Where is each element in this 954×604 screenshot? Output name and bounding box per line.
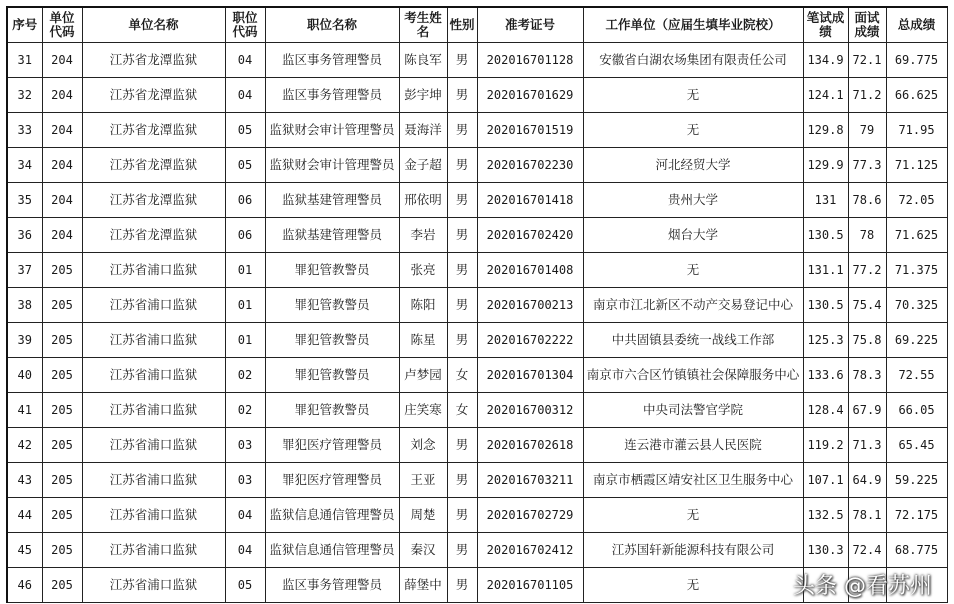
cell-total-score: 71.625 bbox=[886, 218, 947, 253]
cell-interview-score: 71.2 bbox=[848, 78, 886, 113]
cell-gender: 男 bbox=[447, 183, 477, 218]
cell-position-code: 06 bbox=[225, 218, 265, 253]
cell-unit-code: 205 bbox=[42, 428, 82, 463]
cell-gender: 男 bbox=[447, 498, 477, 533]
cell-candidate-name: 邢依明 bbox=[399, 183, 447, 218]
cell-candidate-name: 卢梦园 bbox=[399, 358, 447, 393]
cell-position-name: 监狱财会审计管理警员 bbox=[265, 148, 399, 183]
cell-candidate-name: 彭宇坤 bbox=[399, 78, 447, 113]
cell-position-code: 01 bbox=[225, 288, 265, 323]
cell-position-code: 04 bbox=[225, 43, 265, 78]
cell-unit-code: 204 bbox=[42, 148, 82, 183]
cell-workplace: 无 bbox=[583, 113, 803, 148]
table-row bbox=[7, 323, 947, 358]
cell-total-score: 71.125 bbox=[886, 148, 947, 183]
cell-interview-score: 71.3 bbox=[848, 428, 886, 463]
cell-position-code: 01 bbox=[225, 323, 265, 358]
cell-exam-id: 202016702230 bbox=[477, 148, 583, 183]
cell-written-score: 128.4 bbox=[803, 393, 848, 428]
cell-unit-name: 江苏省浦口监狱 bbox=[82, 323, 225, 358]
results-table bbox=[6, 6, 948, 603]
watermark: 头条 @看苏州 bbox=[793, 574, 932, 599]
cell-written-score: 131.1 bbox=[803, 253, 848, 288]
cell-workplace: 贵州大学 bbox=[583, 183, 803, 218]
cell-interview-score: 75.4 bbox=[848, 288, 886, 323]
cell-candidate-name: 秦汉 bbox=[399, 533, 447, 568]
cell-workplace: 无 bbox=[583, 253, 803, 288]
cell-workplace: 连云港市灌云县人民医院 bbox=[583, 428, 803, 463]
cell-position-name: 监狱基建管理警员 bbox=[265, 183, 399, 218]
cell-index: 34 bbox=[7, 148, 42, 183]
cell-exam-id: 202016702222 bbox=[477, 323, 583, 358]
cell-interview-score: 78 bbox=[848, 218, 886, 253]
cell-unit-name: 江苏省龙潭监狱 bbox=[82, 43, 225, 78]
cell-position-code: 05 bbox=[225, 568, 265, 603]
cell-position-code: 04 bbox=[225, 78, 265, 113]
cell-position-name: 罪犯管教警员 bbox=[265, 393, 399, 428]
table-row bbox=[7, 218, 947, 253]
cell-interview-score: 78.1 bbox=[848, 498, 886, 533]
cell-gender: 男 bbox=[447, 323, 477, 358]
cell-exam-id: 202016703211 bbox=[477, 463, 583, 498]
table-row bbox=[7, 183, 947, 218]
cell-written-score: 130.5 bbox=[803, 288, 848, 323]
cell-position-name: 罪犯管教警员 bbox=[265, 288, 399, 323]
cell-workplace: 江苏国轩新能源科技有限公司 bbox=[583, 533, 803, 568]
cell-unit-name: 江苏省龙潭监狱 bbox=[82, 148, 225, 183]
cell-position-code: 02 bbox=[225, 358, 265, 393]
cell-position-code: 04 bbox=[225, 498, 265, 533]
cell-candidate-name: 陈阳 bbox=[399, 288, 447, 323]
cell-position-name: 监狱基建管理警员 bbox=[265, 218, 399, 253]
cell-gender: 男 bbox=[447, 288, 477, 323]
cell-candidate-name: 张亮 bbox=[399, 253, 447, 288]
cell-exam-id: 202016700312 bbox=[477, 393, 583, 428]
table-row bbox=[7, 148, 947, 183]
cell-unit-name: 江苏省龙潭监狱 bbox=[82, 218, 225, 253]
cell-unit-code: 205 bbox=[42, 498, 82, 533]
header-cell-candidate-name: 考生姓名 bbox=[399, 7, 447, 43]
cell-interview-score: 64.9 bbox=[848, 463, 886, 498]
cell-written-score: 129.9 bbox=[803, 148, 848, 183]
cell-candidate-name: 王亚 bbox=[399, 463, 447, 498]
cell-position-code: 01 bbox=[225, 253, 265, 288]
cell-candidate-name: 陈良军 bbox=[399, 43, 447, 78]
cell-index: 38 bbox=[7, 288, 42, 323]
header-cell-exam-id: 准考证号 bbox=[477, 7, 583, 43]
cell-interview-score: 75.8 bbox=[848, 323, 886, 358]
cell-position-code: 03 bbox=[225, 463, 265, 498]
cell-unit-name: 江苏省浦口监狱 bbox=[82, 393, 225, 428]
cell-unit-name: 江苏省浦口监狱 bbox=[82, 288, 225, 323]
cell-total-score: 71.95 bbox=[886, 113, 947, 148]
cell-total-score: 72.55 bbox=[886, 358, 947, 393]
cell-position-name: 监狱信息通信管理警员 bbox=[265, 498, 399, 533]
cell-unit-name: 江苏省龙潭监狱 bbox=[82, 183, 225, 218]
cell-workplace: 无 bbox=[583, 498, 803, 533]
table-body bbox=[7, 43, 947, 603]
cell-exam-id: 202016701408 bbox=[477, 253, 583, 288]
cell-unit-code: 205 bbox=[42, 533, 82, 568]
cell-position-name: 监狱信息通信管理警员 bbox=[265, 533, 399, 568]
header-row bbox=[7, 7, 947, 43]
header-cell-position-name: 职位名称 bbox=[265, 7, 399, 43]
cell-gender: 女 bbox=[447, 358, 477, 393]
cell-position-name: 罪犯医疗管理警员 bbox=[265, 463, 399, 498]
cell-interview-score: 72.4 bbox=[848, 533, 886, 568]
cell-index: 33 bbox=[7, 113, 42, 148]
cell-interview-score: 72.1 bbox=[848, 43, 886, 78]
cell-total-score: 72.05 bbox=[886, 183, 947, 218]
table-row bbox=[7, 393, 947, 428]
cell-workplace: 无 bbox=[583, 568, 803, 603]
cell-index: 42 bbox=[7, 428, 42, 463]
cell-index: 46 bbox=[7, 568, 42, 603]
cell-interview-score: 77.2 bbox=[848, 253, 886, 288]
cell-index: 40 bbox=[7, 358, 42, 393]
cell-candidate-name: 庄笑寒 bbox=[399, 393, 447, 428]
header-cell-position-code: 职位代码 bbox=[225, 7, 265, 43]
cell-interview-score: 67.9 bbox=[848, 393, 886, 428]
cell-unit-name: 江苏省浦口监狱 bbox=[82, 253, 225, 288]
cell-exam-id: 202016702618 bbox=[477, 428, 583, 463]
cell-total-score: 69.225 bbox=[886, 323, 947, 358]
cell-position-name: 监区事务管理警员 bbox=[265, 78, 399, 113]
cell-written-score: 132.5 bbox=[803, 498, 848, 533]
cell-unit-code: 205 bbox=[42, 323, 82, 358]
cell-exam-id: 202016701418 bbox=[477, 183, 583, 218]
cell-unit-code: 204 bbox=[42, 78, 82, 113]
cell-workplace: 南京市六合区竹镇镇社会保障服务中心 bbox=[583, 358, 803, 393]
cell-unit-name: 江苏省浦口监狱 bbox=[82, 358, 225, 393]
cell-candidate-name: 李岩 bbox=[399, 218, 447, 253]
cell-exam-id: 202016701304 bbox=[477, 358, 583, 393]
cell-written-score: 130.5 bbox=[803, 218, 848, 253]
cell-total-score: 65.45 bbox=[886, 428, 947, 463]
cell-exam-id: 202016701105 bbox=[477, 568, 583, 603]
cell-unit-name: 江苏省浦口监狱 bbox=[82, 533, 225, 568]
cell-index: 39 bbox=[7, 323, 42, 358]
cell-written-score: 119.2 bbox=[803, 428, 848, 463]
cell-exam-id: 202016701128 bbox=[477, 43, 583, 78]
cell-candidate-name: 聂海洋 bbox=[399, 113, 447, 148]
cell-written-score: 107.1 bbox=[803, 463, 848, 498]
cell-exam-id: 202016700213 bbox=[477, 288, 583, 323]
cell-position-name: 罪犯管教警员 bbox=[265, 253, 399, 288]
cell-exam-id: 202016701519 bbox=[477, 113, 583, 148]
cell-position-name: 监狱财会审计管理警员 bbox=[265, 113, 399, 148]
cell-unit-name: 江苏省浦口监狱 bbox=[82, 463, 225, 498]
cell-gender: 男 bbox=[447, 533, 477, 568]
cell-unit-code: 205 bbox=[42, 568, 82, 603]
cell-interview-score: 79 bbox=[848, 113, 886, 148]
cell-index: 35 bbox=[7, 183, 42, 218]
cell-candidate-name: 周楚 bbox=[399, 498, 447, 533]
cell-workplace: 河北经贸大学 bbox=[583, 148, 803, 183]
cell-unit-name: 江苏省龙潭监狱 bbox=[82, 113, 225, 148]
cell-gender: 男 bbox=[447, 568, 477, 603]
cell-total-score: 71.375 bbox=[886, 253, 947, 288]
header-cell-written-score: 笔试成绩 bbox=[803, 7, 848, 43]
table-row bbox=[7, 428, 947, 463]
cell-unit-code: 204 bbox=[42, 113, 82, 148]
table-row bbox=[7, 498, 947, 533]
cell-unit-code: 204 bbox=[42, 183, 82, 218]
header-cell-unit-name: 单位名称 bbox=[82, 7, 225, 43]
cell-unit-code: 204 bbox=[42, 43, 82, 78]
cell-index: 43 bbox=[7, 463, 42, 498]
cell-workplace: 烟台大学 bbox=[583, 218, 803, 253]
cell-gender: 男 bbox=[447, 463, 477, 498]
cell-total-score: 66.05 bbox=[886, 393, 947, 428]
cell-interview-score: 78.3 bbox=[848, 358, 886, 393]
cell-gender: 男 bbox=[447, 113, 477, 148]
cell-unit-name: 江苏省浦口监狱 bbox=[82, 498, 225, 533]
cell-position-name: 罪犯医疗管理警员 bbox=[265, 428, 399, 463]
cell-index: 41 bbox=[7, 393, 42, 428]
cell-index: 32 bbox=[7, 78, 42, 113]
cell-exam-id: 202016702412 bbox=[477, 533, 583, 568]
cell-total-score: 70.325 bbox=[886, 288, 947, 323]
cell-index: 37 bbox=[7, 253, 42, 288]
header-cell-unit-code: 单位代码 bbox=[42, 7, 82, 43]
table-row bbox=[7, 113, 947, 148]
cell-gender: 男 bbox=[447, 253, 477, 288]
cell-unit-code: 205 bbox=[42, 393, 82, 428]
cell-workplace: 中共固镇县委统一战线工作部 bbox=[583, 323, 803, 358]
cell-position-name: 监区事务管理警员 bbox=[265, 568, 399, 603]
cell-position-code: 05 bbox=[225, 113, 265, 148]
table-row bbox=[7, 78, 947, 113]
cell-workplace: 无 bbox=[583, 78, 803, 113]
header-cell-interview-score: 面试成绩 bbox=[848, 7, 886, 43]
cell-interview-score: 78.6 bbox=[848, 183, 886, 218]
cell-workplace: 安徽省白湖农场集团有限责任公司 bbox=[583, 43, 803, 78]
cell-written-score: 130.3 bbox=[803, 533, 848, 568]
cell-position-name: 监区事务管理警员 bbox=[265, 43, 399, 78]
table-row bbox=[7, 288, 947, 323]
cell-gender: 女 bbox=[447, 393, 477, 428]
cell-unit-name: 江苏省浦口监狱 bbox=[82, 568, 225, 603]
cell-unit-name: 江苏省浦口监狱 bbox=[82, 428, 225, 463]
header-cell-gender: 性别 bbox=[447, 7, 477, 43]
cell-exam-id: 202016701629 bbox=[477, 78, 583, 113]
cell-candidate-name: 陈星 bbox=[399, 323, 447, 358]
cell-position-code: 06 bbox=[225, 183, 265, 218]
cell-written-score: 134.9 bbox=[803, 43, 848, 78]
cell-written-score: 133.6 bbox=[803, 358, 848, 393]
cell-candidate-name: 刘念 bbox=[399, 428, 447, 463]
cell-written-score: 131 bbox=[803, 183, 848, 218]
cell-unit-code: 205 bbox=[42, 288, 82, 323]
cell-gender: 男 bbox=[447, 78, 477, 113]
cell-unit-code: 205 bbox=[42, 358, 82, 393]
table-row bbox=[7, 43, 947, 78]
cell-unit-code: 205 bbox=[42, 463, 82, 498]
cell-gender: 男 bbox=[447, 43, 477, 78]
cell-written-score: 124.1 bbox=[803, 78, 848, 113]
cell-total-score: 68.775 bbox=[886, 533, 947, 568]
cell-index: 36 bbox=[7, 218, 42, 253]
cell-position-code: 05 bbox=[225, 148, 265, 183]
cell-candidate-name: 薛堡中 bbox=[399, 568, 447, 603]
cell-gender: 男 bbox=[447, 148, 477, 183]
cell-index: 44 bbox=[7, 498, 42, 533]
table-row bbox=[7, 358, 947, 393]
cell-exam-id: 202016702729 bbox=[477, 498, 583, 533]
cell-position-name: 罪犯管教警员 bbox=[265, 323, 399, 358]
cell-gender: 男 bbox=[447, 428, 477, 463]
table-row bbox=[7, 463, 947, 498]
cell-index: 45 bbox=[7, 533, 42, 568]
header-cell-index: 序号 bbox=[7, 7, 42, 43]
cell-index: 31 bbox=[7, 43, 42, 78]
table-row bbox=[7, 533, 947, 568]
cell-workplace: 中央司法警官学院 bbox=[583, 393, 803, 428]
cell-total-score: 72.175 bbox=[886, 498, 947, 533]
cell-exam-id: 202016702420 bbox=[477, 218, 583, 253]
cell-written-score: 129.8 bbox=[803, 113, 848, 148]
header-cell-workplace: 工作单位（应届生填毕业院校） bbox=[583, 7, 803, 43]
cell-position-name: 罪犯管教警员 bbox=[265, 358, 399, 393]
cell-unit-code: 205 bbox=[42, 253, 82, 288]
cell-position-code: 02 bbox=[225, 393, 265, 428]
cell-position-code: 04 bbox=[225, 533, 265, 568]
cell-gender: 男 bbox=[447, 218, 477, 253]
cell-written-score: 125.3 bbox=[803, 323, 848, 358]
cell-total-score: 66.625 bbox=[886, 78, 947, 113]
header-cell-total-score: 总成绩 bbox=[886, 7, 947, 43]
table-row bbox=[7, 253, 947, 288]
cell-total-score: 59.225 bbox=[886, 463, 947, 498]
cell-workplace: 南京市栖霞区靖安社区卫生服务中心 bbox=[583, 463, 803, 498]
cell-position-code: 03 bbox=[225, 428, 265, 463]
cell-interview-score: 77.3 bbox=[848, 148, 886, 183]
cell-unit-name: 江苏省龙潭监狱 bbox=[82, 78, 225, 113]
cell-total-score: 69.775 bbox=[886, 43, 947, 78]
cell-unit-code: 204 bbox=[42, 218, 82, 253]
cell-workplace: 南京市江北新区不动产交易登记中心 bbox=[583, 288, 803, 323]
cell-candidate-name: 金子超 bbox=[399, 148, 447, 183]
